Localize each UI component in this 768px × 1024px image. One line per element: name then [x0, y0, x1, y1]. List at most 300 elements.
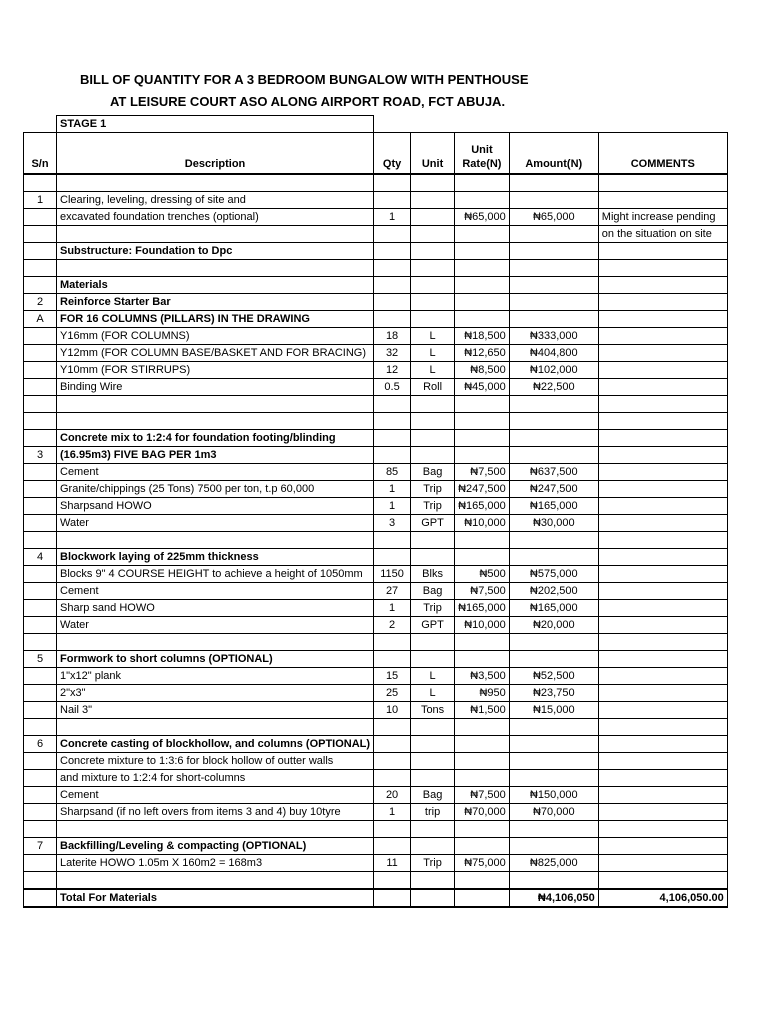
- row-qty-cell: 12: [374, 362, 411, 379]
- row-description-cell: [57, 413, 374, 430]
- row-sn-cell: [24, 685, 57, 702]
- row-amount-cell: ₦70,000: [509, 804, 598, 821]
- row-description-cell: and mixture to 1:2:4 for short-columns: [57, 770, 374, 787]
- row-sn-cell: [24, 209, 57, 226]
- row-qty-cell: [374, 277, 411, 294]
- row-comment-cell: [598, 600, 727, 617]
- row-unit-cell: Bag: [411, 787, 455, 804]
- row-sn-cell: [24, 702, 57, 719]
- row-sn-cell: [24, 566, 57, 583]
- row-description-cell: Cement: [57, 583, 374, 600]
- row-comment-cell: [598, 192, 727, 209]
- table-row: [24, 328, 728, 345]
- row-unit-cell: [411, 651, 455, 668]
- row-qty-cell: 0.5: [374, 379, 411, 396]
- row-amount-cell: ₦333,000: [509, 328, 598, 345]
- row-unit-rate-cell: ₦950: [455, 685, 510, 702]
- table-row: [24, 481, 728, 498]
- row-qty-cell: [374, 651, 411, 668]
- row-comment-cell: [598, 532, 727, 549]
- row-unit-rate-cell: [455, 174, 510, 192]
- row-comment-cell: [598, 413, 727, 430]
- table-row: [24, 515, 728, 532]
- row-description-cell: Water: [57, 515, 374, 532]
- row-comment-cell: [598, 277, 727, 294]
- row-sn-cell: [24, 787, 57, 804]
- row-description-cell: Concrete mixture to 1:3:6 for block hollow of outter walls: [57, 753, 374, 770]
- row-comment-cell: [598, 549, 727, 566]
- table-row: [24, 617, 728, 634]
- table-row: [24, 379, 728, 396]
- row-description-cell: Y10mm (FOR STIRRUPS): [57, 362, 374, 379]
- row-comment-cell: [598, 566, 727, 583]
- row-unit-cell: [411, 413, 455, 430]
- row-unit-cell: L: [411, 668, 455, 685]
- row-sn-cell: [24, 481, 57, 498]
- row-amount-cell: [509, 753, 598, 770]
- row-amount-cell: [509, 821, 598, 838]
- row-unit-cell: [411, 549, 455, 566]
- row-unit-cell: [411, 447, 455, 464]
- row-amount-cell: [509, 396, 598, 413]
- row-comment-cell: Might increase pending: [598, 209, 727, 226]
- row-comment-cell: [598, 311, 727, 328]
- row-amount-cell: [509, 243, 598, 260]
- row-unit-rate-cell: [455, 736, 510, 753]
- row-unit-rate-cell: ₦8,500: [455, 362, 510, 379]
- table-row: [24, 634, 728, 651]
- row-amount-cell: [509, 430, 598, 447]
- row-comment-cell: [598, 770, 727, 787]
- row-description-cell: [57, 634, 374, 651]
- row-unit-cell: [411, 753, 455, 770]
- row-sn-cell: [24, 532, 57, 549]
- row-comment-cell: [598, 821, 727, 838]
- row-amount-cell: [509, 719, 598, 736]
- row-unit-cell: [411, 821, 455, 838]
- row-amount-cell: [509, 192, 598, 209]
- row-unit-rate-cell: ₦7,500: [455, 583, 510, 600]
- header-qty: Qty: [374, 133, 411, 175]
- row-qty-cell: 3: [374, 515, 411, 532]
- table-row: [24, 277, 728, 294]
- row-unit-rate-cell: ₦247,500: [455, 481, 510, 498]
- table-row: [24, 872, 728, 890]
- row-amount-cell: ₦404,800: [509, 345, 598, 362]
- row-qty-cell: [374, 311, 411, 328]
- row-comment-cell: [598, 328, 727, 345]
- table-row: [24, 311, 728, 328]
- row-description-cell: Water: [57, 617, 374, 634]
- row-sn-cell: 6: [24, 736, 57, 753]
- row-comment-cell: [598, 379, 727, 396]
- row-comment-cell: [598, 804, 727, 821]
- row-description-cell: Sharpsand HOWO: [57, 498, 374, 515]
- row-description-cell: Binding Wire: [57, 379, 374, 396]
- table-row: [24, 396, 728, 413]
- document-title-line-2: AT LEISURE COURT ASO ALONG AIRPORT ROAD, FCT ABUJA.: [110, 94, 506, 109]
- row-unit-cell: Blks: [411, 566, 455, 583]
- row-unit-cell: [411, 430, 455, 447]
- row-unit-rate-cell: [455, 447, 510, 464]
- row-amount-cell: [509, 634, 598, 651]
- row-unit-rate-cell: [455, 634, 510, 651]
- row-comment-cell: [598, 430, 727, 447]
- row-amount-cell: ₦30,000: [509, 515, 598, 532]
- row-comment-cell: [598, 872, 727, 890]
- row-unit-cell: L: [411, 345, 455, 362]
- row-unit-cell: [411, 192, 455, 209]
- row-comment-cell: [598, 838, 727, 855]
- row-comment-cell: [598, 243, 727, 260]
- total-rate-cell: [455, 889, 510, 907]
- row-qty-cell: [374, 770, 411, 787]
- row-sn-cell: [24, 345, 57, 362]
- row-qty-cell: 18: [374, 328, 411, 345]
- row-sn-cell: [24, 583, 57, 600]
- row-unit-cell: [411, 311, 455, 328]
- row-comment-cell: [598, 481, 727, 498]
- row-unit-cell: [411, 532, 455, 549]
- row-unit-cell: [411, 634, 455, 651]
- row-amount-cell: ₦165,000: [509, 600, 598, 617]
- bill-of-quantity-table: [23, 115, 728, 908]
- table-row: [24, 260, 728, 277]
- row-amount-cell: [509, 260, 598, 277]
- table-row: [24, 566, 728, 583]
- row-qty-cell: [374, 396, 411, 413]
- row-unit-rate-cell: ₦1,500: [455, 702, 510, 719]
- header-amount: Amount(N): [509, 133, 598, 175]
- row-description-cell: Blocks 9" 4 COURSE HEIGHT to achieve a height of 1050mm: [57, 566, 374, 583]
- table-row: [24, 413, 728, 430]
- row-sn-cell: [24, 855, 57, 872]
- row-comment-cell: [598, 634, 727, 651]
- row-comment-cell: [598, 702, 727, 719]
- row-qty-cell: 1: [374, 481, 411, 498]
- row-amount-cell: ₦20,000: [509, 617, 598, 634]
- row-amount-cell: ₦23,750: [509, 685, 598, 702]
- table-row: [24, 668, 728, 685]
- row-description-cell: Materials: [57, 277, 374, 294]
- row-sn-cell: [24, 243, 57, 260]
- row-amount-cell: [509, 311, 598, 328]
- table-row: [24, 362, 728, 379]
- header-comments: COMMENTS: [598, 133, 727, 175]
- row-unit-rate-cell: ₦45,000: [455, 379, 510, 396]
- row-unit-cell: GPT: [411, 617, 455, 634]
- table-row: [24, 447, 728, 464]
- row-comment-cell: [598, 464, 727, 481]
- row-description-cell: Granite/chippings (25 Tons) 7500 per ton, t.p 60,000: [57, 481, 374, 498]
- row-sn-cell: [24, 719, 57, 736]
- row-qty-cell: [374, 872, 411, 890]
- row-unit-cell: Roll: [411, 379, 455, 396]
- row-unit-cell: L: [411, 362, 455, 379]
- row-unit-rate-cell: ₦70,000: [455, 804, 510, 821]
- row-sn-cell: [24, 617, 57, 634]
- row-unit-rate-cell: [455, 294, 510, 311]
- table-row: [24, 464, 728, 481]
- row-sn-cell: 7: [24, 838, 57, 855]
- row-comment-cell: [598, 294, 727, 311]
- row-comment-cell: [598, 736, 727, 753]
- row-qty-cell: [374, 243, 411, 260]
- row-unit-cell: [411, 174, 455, 192]
- row-comment-cell: [598, 668, 727, 685]
- row-unit-rate-cell: [455, 719, 510, 736]
- row-amount-cell: [509, 532, 598, 549]
- row-amount-cell: [509, 549, 598, 566]
- row-unit-rate-cell: [455, 192, 510, 209]
- row-amount-cell: ₦637,500: [509, 464, 598, 481]
- row-unit-rate-cell: [455, 651, 510, 668]
- row-unit-cell: Tons: [411, 702, 455, 719]
- table-row: [24, 753, 728, 770]
- row-unit-rate-cell: [455, 821, 510, 838]
- row-comment-cell: [598, 855, 727, 872]
- row-unit-cell: trip: [411, 804, 455, 821]
- row-amount-cell: ₦825,000: [509, 855, 598, 872]
- row-amount-cell: ₦15,000: [509, 702, 598, 719]
- row-qty-cell: [374, 532, 411, 549]
- table-row: [24, 209, 728, 226]
- table-row: [24, 174, 728, 192]
- row-unit-rate-cell: ₦7,500: [455, 787, 510, 804]
- row-unit-rate-cell: [455, 838, 510, 855]
- row-description-cell: Clearing, leveling, dressing of site and: [57, 192, 374, 209]
- row-qty-cell: [374, 821, 411, 838]
- row-comment-cell: [598, 583, 727, 600]
- row-sn-cell: [24, 379, 57, 396]
- row-sn-cell: [24, 260, 57, 277]
- row-sn-cell: [24, 600, 57, 617]
- row-comment-cell: [598, 651, 727, 668]
- row-comment-cell: [598, 174, 727, 192]
- row-unit-rate-cell: [455, 243, 510, 260]
- row-description-cell: [57, 396, 374, 413]
- row-qty-cell: 27: [374, 583, 411, 600]
- table-row: [24, 855, 728, 872]
- row-unit-rate-cell: ₦165,000: [455, 600, 510, 617]
- row-amount-cell: [509, 838, 598, 855]
- row-description-cell: Concrete mix to 1:2:4 for foundation footing/blinding: [57, 430, 374, 447]
- row-unit-rate-cell: [455, 430, 510, 447]
- row-description-cell: Concrete casting of blockhollow, and columns (OPTIONAL): [57, 736, 374, 753]
- row-description-cell: Sharp sand HOWO: [57, 600, 374, 617]
- row-qty-cell: [374, 430, 411, 447]
- row-sn-cell: [24, 634, 57, 651]
- row-amount-cell: [509, 277, 598, 294]
- row-unit-cell: [411, 736, 455, 753]
- row-unit-rate-cell: [455, 260, 510, 277]
- row-amount-cell: ₦247,500: [509, 481, 598, 498]
- row-description-cell: Formwork to short columns (OPTIONAL): [57, 651, 374, 668]
- row-amount-cell: [509, 736, 598, 753]
- row-amount-cell: ₦150,000: [509, 787, 598, 804]
- row-description-cell: [57, 821, 374, 838]
- row-comment-cell: [598, 396, 727, 413]
- row-qty-cell: 20: [374, 787, 411, 804]
- row-description-cell: [57, 174, 374, 192]
- row-qty-cell: 32: [374, 345, 411, 362]
- row-unit-cell: [411, 260, 455, 277]
- row-unit-rate-cell: ₦75,000: [455, 855, 510, 872]
- row-unit-cell: [411, 209, 455, 226]
- row-qty-cell: 1: [374, 600, 411, 617]
- header-sn: S/n: [24, 133, 57, 175]
- row-unit-rate-cell: ₦7,500: [455, 464, 510, 481]
- row-amount-cell: ₦202,500: [509, 583, 598, 600]
- row-description-cell: [57, 260, 374, 277]
- row-description-cell: FOR 16 COLUMNS (PILLARS) IN THE DRAWING: [57, 311, 374, 328]
- row-qty-cell: 1150: [374, 566, 411, 583]
- row-comment-cell: [598, 685, 727, 702]
- row-qty-cell: [374, 549, 411, 566]
- row-description-cell: 1"x12" plank: [57, 668, 374, 685]
- total-label: Total For Materials: [57, 889, 374, 907]
- stage-label: STAGE 1: [57, 116, 374, 133]
- row-description-cell: 2"x3": [57, 685, 374, 702]
- row-amount-cell: ₦102,000: [509, 362, 598, 379]
- row-qty-cell: 1: [374, 209, 411, 226]
- row-qty-cell: [374, 174, 411, 192]
- header-unit: Unit: [411, 133, 455, 175]
- row-sn-cell: [24, 498, 57, 515]
- table-row: [24, 719, 728, 736]
- row-unit-rate-cell: ₦65,000: [455, 209, 510, 226]
- row-unit-rate-cell: ₦3,500: [455, 668, 510, 685]
- row-sn-cell: [24, 821, 57, 838]
- row-unit-cell: [411, 872, 455, 890]
- table-row: [24, 498, 728, 515]
- row-unit-cell: Trip: [411, 498, 455, 515]
- row-amount-cell: [509, 651, 598, 668]
- row-qty-cell: 85: [374, 464, 411, 481]
- table-row: [24, 532, 728, 549]
- row-amount-cell: ₦165,000: [509, 498, 598, 515]
- row-sn-cell: [24, 396, 57, 413]
- row-sn-cell: [24, 430, 57, 447]
- row-comment-cell: [598, 498, 727, 515]
- header-unit-rate: Unit Rate(N): [455, 133, 510, 175]
- row-description-cell: Reinforce Starter Bar: [57, 294, 374, 311]
- row-qty-cell: [374, 736, 411, 753]
- stage-row: [24, 116, 728, 133]
- row-qty-cell: 15: [374, 668, 411, 685]
- row-unit-cell: L: [411, 685, 455, 702]
- row-amount-cell: ₦65,000: [509, 209, 598, 226]
- table-row: [24, 600, 728, 617]
- row-qty-cell: 25: [374, 685, 411, 702]
- row-unit-rate-cell: [455, 226, 510, 243]
- row-unit-rate-cell: [455, 532, 510, 549]
- row-qty-cell: [374, 634, 411, 651]
- row-sn-cell: [24, 515, 57, 532]
- row-qty-cell: [374, 838, 411, 855]
- row-amount-cell: [509, 413, 598, 430]
- row-unit-rate-cell: [455, 549, 510, 566]
- row-amount-cell: ₦52,500: [509, 668, 598, 685]
- row-sn-cell: 4: [24, 549, 57, 566]
- total-qty-cell: [374, 889, 411, 907]
- table-row: [24, 736, 728, 753]
- row-description-cell: [57, 719, 374, 736]
- row-qty-cell: 1: [374, 498, 411, 515]
- row-qty-cell: 2: [374, 617, 411, 634]
- table-row: [24, 549, 728, 566]
- table-row: [24, 702, 728, 719]
- total-unit-cell: [411, 889, 455, 907]
- row-sn-cell: 3: [24, 447, 57, 464]
- row-amount-cell: [509, 174, 598, 192]
- row-sn-cell: [24, 226, 57, 243]
- row-comment-cell: on the situation on site: [598, 226, 727, 243]
- row-unit-rate-cell: [455, 396, 510, 413]
- row-unit-cell: L: [411, 328, 455, 345]
- row-qty-cell: [374, 413, 411, 430]
- row-comment-cell: [598, 515, 727, 532]
- row-comment-cell: [598, 362, 727, 379]
- table-row: [24, 685, 728, 702]
- row-qty-cell: 10: [374, 702, 411, 719]
- row-sn-cell: A: [24, 311, 57, 328]
- row-description-cell: Substructure: Foundation to Dpc: [57, 243, 374, 260]
- row-sn-cell: 5: [24, 651, 57, 668]
- table-row: [24, 787, 728, 804]
- total-amount: ₦4,106,050: [509, 889, 598, 907]
- row-unit-cell: Trip: [411, 855, 455, 872]
- row-unit-cell: [411, 719, 455, 736]
- row-unit-cell: [411, 243, 455, 260]
- table-row: [24, 294, 728, 311]
- row-amount-cell: ₦22,500: [509, 379, 598, 396]
- table-row: [24, 804, 728, 821]
- row-description-cell: (16.95m3) FIVE BAG PER 1m3: [57, 447, 374, 464]
- row-unit-cell: [411, 770, 455, 787]
- row-comment-cell: [598, 617, 727, 634]
- row-unit-cell: Bag: [411, 464, 455, 481]
- row-description-cell: Nail 3": [57, 702, 374, 719]
- table-row: [24, 838, 728, 855]
- row-unit-cell: [411, 294, 455, 311]
- stage-sn-cell: [24, 116, 57, 133]
- row-comment-cell: [598, 753, 727, 770]
- row-unit-rate-cell: ₦500: [455, 566, 510, 583]
- table-row: [24, 226, 728, 243]
- row-sn-cell: [24, 804, 57, 821]
- row-description-cell: Sharpsand (if no left overs from items 3 and 4) buy 10tyre: [57, 804, 374, 821]
- row-description-cell: Y12mm (FOR COLUMN BASE/BASKET AND FOR BRACING): [57, 345, 374, 362]
- row-amount-cell: [509, 872, 598, 890]
- row-unit-cell: Bag: [411, 583, 455, 600]
- row-comment-cell: [598, 719, 727, 736]
- row-description-cell: Backfilling/Leveling & compacting (OPTIONAL): [57, 838, 374, 855]
- row-qty-cell: [374, 294, 411, 311]
- header-row: [24, 133, 728, 175]
- row-sn-cell: [24, 872, 57, 890]
- row-amount-cell: [509, 226, 598, 243]
- table-row: [24, 651, 728, 668]
- row-qty-cell: [374, 447, 411, 464]
- table-row: [24, 192, 728, 209]
- row-unit-rate-cell: ₦165,000: [455, 498, 510, 515]
- row-description-cell: [57, 226, 374, 243]
- row-sn-cell: [24, 464, 57, 481]
- row-unit-cell: [411, 838, 455, 855]
- row-description-cell: Cement: [57, 787, 374, 804]
- row-qty-cell: [374, 226, 411, 243]
